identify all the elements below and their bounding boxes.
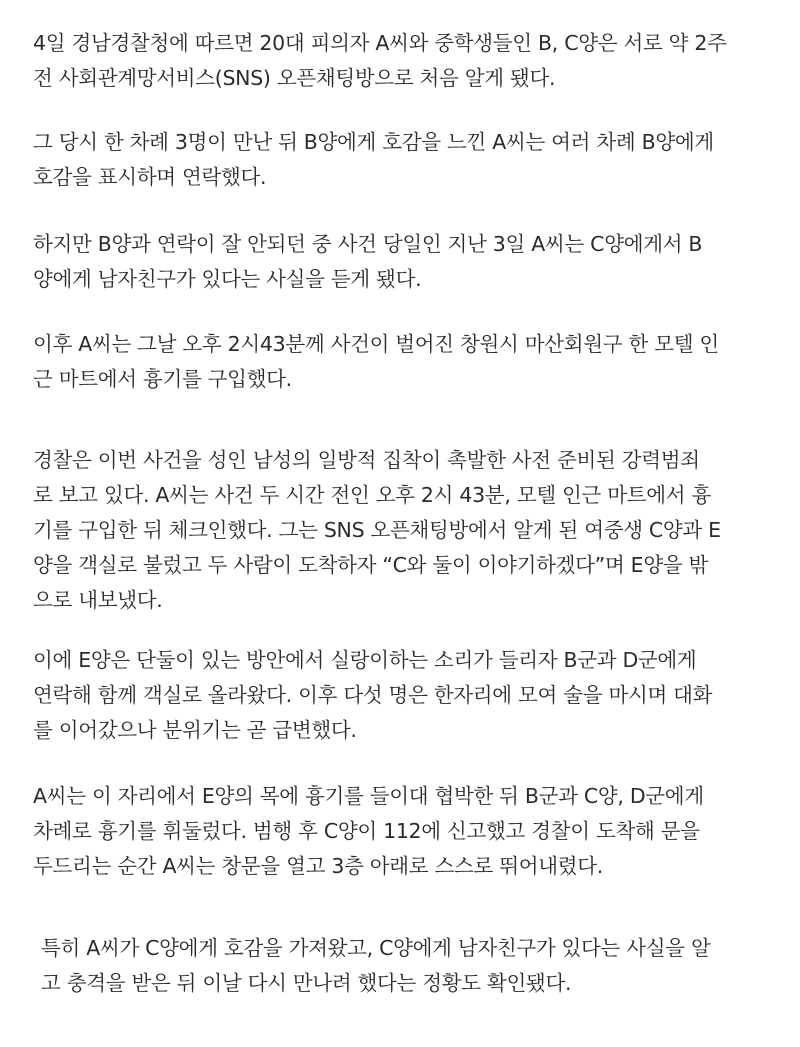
paragraph-1-line-2: 전 사회관계망서비스(SNS) 오픈채팅방으로 처음 알게 됐다. (33, 66, 556, 90)
paragraph-5 (33, 443, 793, 618)
paragraph-8-line-2: 고 충격을 받은 뒤 이날 다시 만나려 했다는 정황도 확인됐다. (41, 971, 572, 995)
paragraph-1-line-1: 4일 경남경찰청에 따르면 20대 피의자 A씨와 중학생들인 B, C양은 서로 약 2주 (33, 31, 727, 55)
paragraph-3-line-2: 양에게 남자친구가 있다는 사실을 듣게 됐다. (33, 267, 422, 291)
paragraph-2-line-2: 호감을 표시하며 연락했다. (33, 165, 267, 189)
paragraph-4 (33, 327, 793, 397)
paragraph-3 (33, 227, 793, 297)
paragraph-8 (41, 931, 800, 1001)
paragraph-4-line-1: 이후 A씨는 그날 오후 2시43분께 사건이 벌어진 창원시 마산회원구 한 모텔 인 (33, 332, 719, 356)
paragraph-5-line-1: 경찰은 이번 사건을 성인 남성의 일방적 집착이 촉발한 사전 준비된 강력범죄 (33, 448, 700, 472)
paragraph-6-line-2: 연락해 함께 객실로 올라왔다. 이후 다섯 명은 한자리에 모여 술을 마시며 대화 (33, 683, 713, 707)
paragraph-5-line-3: 기를 구입한 뒤 체크인했다. 그는 SNS 오픈채팅방에서 알게 된 여중생 C양과 E (33, 518, 721, 542)
paragraph-7-line-3: 두드리는 순간 A씨는 창문을 열고 3층 아래로 스스로 뛰어내렸다. (33, 854, 603, 878)
paragraph-5-line-4: 양을 객실로 불렀고 두 사람이 도착하자 “C와 둘이 이야기하겠다”며 E양을 밖 (33, 553, 709, 577)
paragraph-7 (33, 779, 793, 884)
paragraph-4-line-2: 근 마트에서 흉기를 구입했다. (33, 367, 292, 391)
paragraph-3-line-1: 하지만 B양과 연락이 잘 안되던 중 사건 당일인 지난 3일 A씨는 C양에게서 B (33, 232, 703, 256)
paragraph-2 (33, 125, 793, 195)
paragraph-2-line-1: 그 당시 한 차례 3명이 만난 뒤 B양에게 호감을 느낀 A씨는 여러 차례 B양에게 (33, 130, 714, 154)
paragraph-1 (33, 26, 793, 96)
paragraph-6 (33, 643, 793, 748)
paragraph-7-line-2: 차례로 흉기를 휘둘렀다. 범행 후 C양이 112에 신고했고 경찰이 도착해 문을 (33, 819, 700, 843)
paragraph-8-line-1: 특히 A씨가 C양에게 호감을 가져왔고, C양에게 남자친구가 있다는 사실을 알 (41, 936, 711, 960)
paragraph-6-line-1: 이에 E양은 단둘이 있는 방안에서 실랑이하는 소리가 들리자 B군과 D군에게 (33, 648, 697, 672)
paragraph-5-line-2: 로 보고 있다. A씨는 사건 두 시간 전인 오후 2시 43분, 모텔 인근 마트에서 흉 (33, 483, 711, 507)
paragraph-5-line-5: 으로 내보냈다. (33, 588, 163, 612)
paragraph-6-line-3: 를 이어갔으나 분위기는 곧 급변했다. (33, 718, 357, 742)
paragraph-7-line-1: A씨는 이 자리에서 E양의 목에 흉기를 들이대 협박한 뒤 B군과 C양, D군에게 (33, 784, 704, 808)
